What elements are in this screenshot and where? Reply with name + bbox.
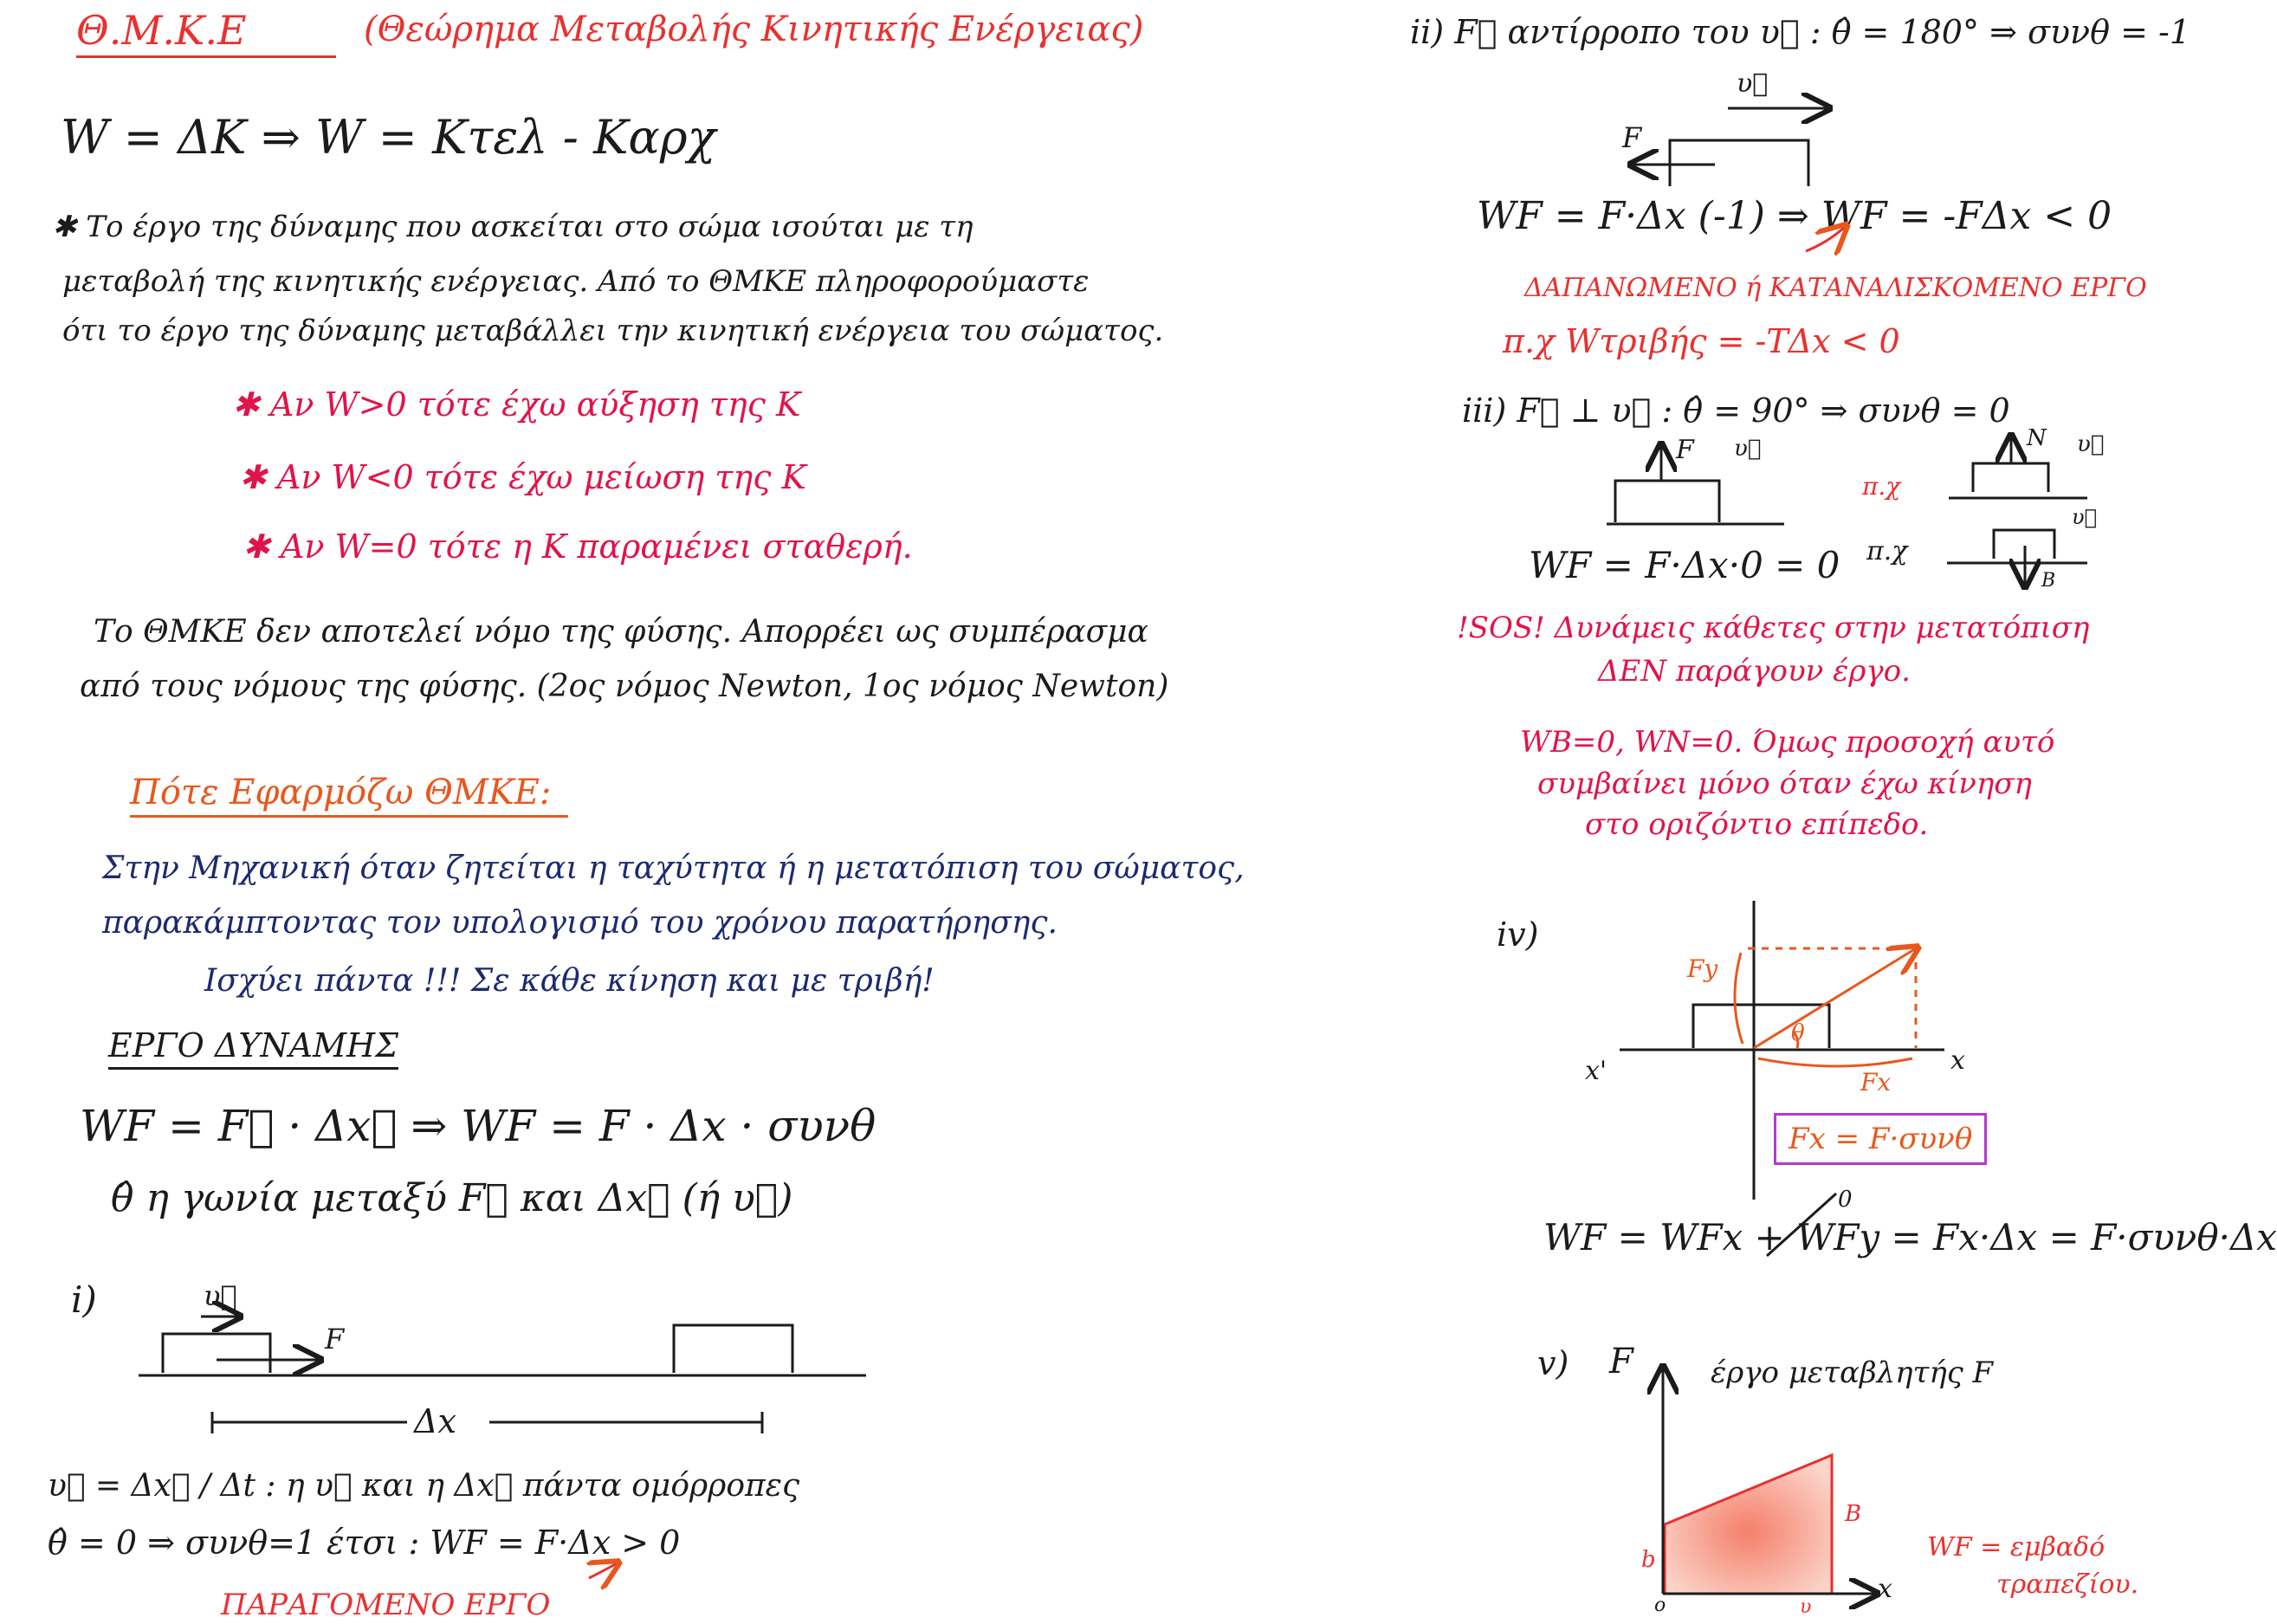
fy-brace	[1735, 953, 1743, 1044]
graph-B-label: B	[1845, 1501, 1862, 1527]
block-1	[1615, 481, 1719, 522]
case-iv-label: iv)	[1497, 916, 1539, 954]
case-iv-formula: WF = WFx + WFy = Fx·Δx = F·συνθ·Δx	[1543, 1216, 2277, 1258]
case-iv-zero: 0	[1838, 1187, 1853, 1213]
weight-label: B	[2041, 570, 2056, 592]
case-i-velocity-label: υ⃗	[204, 1279, 237, 1312]
theta-label: θ	[1791, 1020, 1805, 1046]
x-prime-label: x'	[1585, 1056, 1607, 1086]
trapezoid-note-line-1: WF = εμβαδό	[1927, 1532, 2106, 1563]
case-i-force-label: F	[325, 1323, 345, 1355]
produced-work-label: ΠΑΡΑΓΟΜΕΝΟ ΕΡΓΟ	[221, 1588, 551, 1622]
case-iii-velocity-label-3: υ⃗	[2072, 505, 2097, 529]
consumed-work-label: ΔΑΠΑΝΩΜΕΝΟ ή ΚΑΤΑΝΑΛΙΣΚΟΜΕΝΟ ΕΡΓΟ	[1524, 273, 2147, 303]
case-v-graph	[1663, 1368, 1875, 1594]
variable-force-caption: έργο μεταβλητής F	[1711, 1355, 1994, 1390]
case-iii-example-1: π.χ	[1862, 472, 1901, 501]
x-axis-label: x	[1950, 1045, 1965, 1076]
case-iii-example-2: π.χ	[1866, 536, 1908, 566]
block-end	[674, 1325, 792, 1373]
when-line-2: παρακάμπτοντας τον υπολογισμό του χρόνου παρατήρησης.	[102, 905, 1058, 941]
graph-b-label: b	[1641, 1547, 1656, 1573]
force-vector	[1754, 948, 1916, 1048]
graph-f-axis-label: F	[1609, 1342, 1633, 1381]
case-v-label: v)	[1537, 1344, 1569, 1382]
fx-formula-box: Fx = F·συνθ	[1774, 1113, 1987, 1165]
block-start	[163, 1334, 270, 1373]
case-ii-diagram	[1633, 108, 1845, 251]
paragraph-2-line-2: από τους νόμους της φύσης. (2ος νόμος Newton, 1ος νόμος Newton)	[80, 669, 1169, 704]
case-i-displacement-label: Δx	[414, 1402, 456, 1440]
thmke-formula: W = ΔΚ ⇒ W = Κτελ - Καρχ	[61, 110, 716, 165]
title-parenthetical: (Θεώρημα Μεταβολής Κινητικής Ενέργειας)	[364, 10, 1144, 49]
case-ii-heading: ii) F⃗ αντίρροπο του υ⃗ : θ̂ = 180° ⇒ συνθ = -1	[1410, 13, 2191, 51]
friction-example: π.χ Wτριβής = -ΤΔx < 0	[1503, 322, 1900, 360]
case-i-velocity-relation: υ⃗ = Δx⃗ / Δt : η υ⃗ και η Δx⃗ πάντα ομόρροπες	[48, 1468, 800, 1504]
fx-label: Fx	[1860, 1068, 1892, 1097]
when-line-3: Ισχύει πάντα !!! Σε κάθε κίνηση και με τριβή!	[204, 963, 935, 999]
fy-label: Fy	[1687, 954, 1718, 983]
case-iii-diagram	[1607, 437, 2087, 585]
paragraph-1-line-2: μεταβολή της κινητικής ενέργειας. Από το ΘΜΚΕ πληροφορούμαστε	[62, 264, 1090, 299]
work-formula: WF = F⃗ · Δx⃗ ⇒ WF = F · Δx · συνθ	[80, 1101, 877, 1151]
case-i-diagram	[139, 1317, 866, 1578]
case-iii-heading: iii) F⃗ ⊥ υ⃗ : θ̂ = 90° ⇒ συνθ = 0	[1462, 391, 2010, 430]
case-i-label: i)	[71, 1278, 97, 1321]
block-2	[1973, 463, 2048, 492]
sos-line-1: !SOS! Δυνάμεις κάθετες στην μετατόπιση	[1457, 611, 2090, 645]
case-iv-diagram	[1620, 901, 1944, 1256]
bullet-w-positive: ✱ Αν W>0 τότε έχω αύξηση της Κ	[232, 385, 801, 424]
when-apply-title: Πότε Εφαρμόζω ΘΜΚΕ:	[130, 775, 568, 818]
note-line-3: στο οριζόντιο επίπεδο.	[1585, 807, 1929, 842]
trapezoid-area	[1665, 1455, 1832, 1594]
case-ii-velocity-label: υ⃗	[1737, 68, 1769, 99]
case-i-angle-line: θ̂ = 0 ⇒ συνθ=1 έτσι : WF = F·Δx > 0	[48, 1524, 681, 1562]
cancel-stroke	[1767, 1194, 1836, 1256]
bullet-w-negative: ✱ Αν W<0 τότε έχω μείωση της Κ	[239, 458, 806, 496]
page-title: Θ.Μ.Κ.Ε	[76, 10, 336, 58]
case-iii-velocity-label: υ⃗	[1734, 436, 1762, 462]
trapezoid-note-line-2: τραπεζίου.	[1996, 1569, 2139, 1600]
case-iii-velocity-label-2: υ⃗	[2077, 431, 2105, 457]
bullet-w-zero: ✱ Αν W=0 τότε η Κ παραμένει σταθερή.	[243, 527, 913, 566]
work-of-force-title: ΕΡΓΟ ΔΥΝΑΜΗΣ	[108, 1029, 398, 1070]
graph-x-axis-label: x	[1878, 1574, 1892, 1604]
when-line-1: Στην Μηχανική όταν ζητείται η ταχύτητα ή η μετατόπιση του σώματος,	[102, 851, 1245, 886]
angle-definition: θ̂ η γωνία μεταξύ F⃗ και Δx⃗ (ή υ⃗)	[111, 1176, 793, 1220]
paragraph-2-line-1: Το ΘΜΚΕ δεν αποτελεί νόμο της φύσης. Απορρέει ως συμπέρασμα	[94, 614, 1148, 650]
sos-line-2: ΔΕΝ παράγουν έργο.	[1598, 654, 1911, 689]
fx-brace	[1758, 1058, 1912, 1066]
case-iii-formula: WF = F·Δx·0 = 0	[1529, 544, 1840, 586]
graph-u-label: υ	[1800, 1596, 1812, 1618]
note-line-2: συμβαίνει μόνο όταν έχω κίνηση	[1537, 767, 2032, 801]
paragraph-1-line-3: ότι το έργο της δύναμης μεταβάλλει την κινητική ενέργεια του σώματος.	[62, 314, 1164, 348]
block	[1693, 1005, 1829, 1048]
case-ii-formula: WF = F·Δx (-1) ⇒ WF = -FΔx < 0	[1477, 194, 2112, 238]
graph-origin-label: o	[1654, 1595, 1666, 1616]
case-ii-force-label: F	[1622, 121, 1642, 154]
case-iii-force-label: F	[1676, 435, 1694, 465]
paragraph-1-line-1: ✱ Το έργο της δύναμης που ασκείται στο σώμα ισούται με τη	[52, 210, 974, 244]
note-line-1: WB=0, WN=0. Όμως προσοχή αυτό	[1520, 725, 2055, 760]
normal-force-label: N	[2027, 425, 2047, 451]
